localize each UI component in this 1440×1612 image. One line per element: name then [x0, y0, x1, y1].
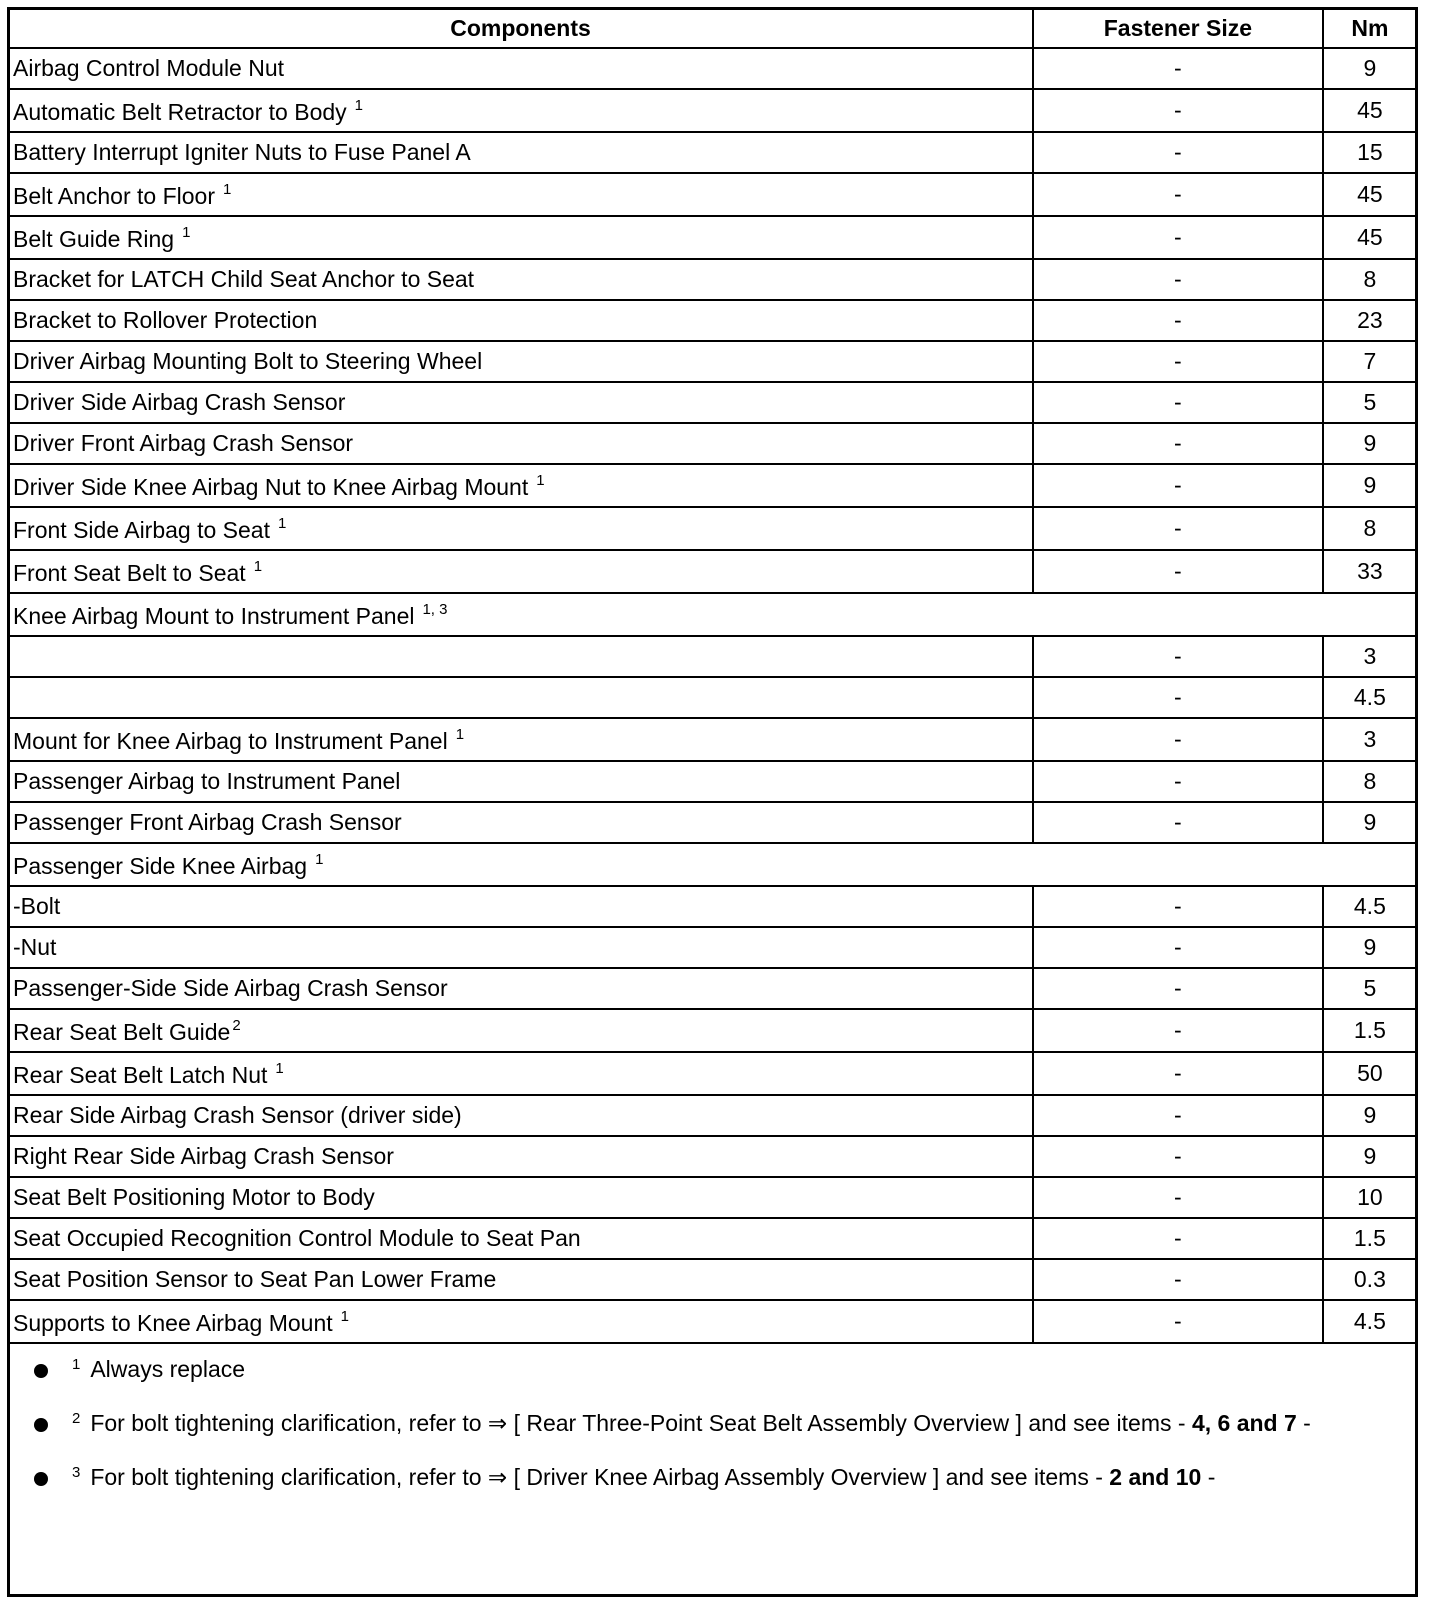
component-name: Passenger-Side Side Airbag Crash Sensor: [13, 975, 448, 1001]
table-row: [8, 48, 1417, 89]
footnote-tail: -: [1296, 1410, 1311, 1436]
torque-nm-cell: 9: [1323, 927, 1417, 968]
component-cell: [8, 259, 1033, 300]
torque-nm-cell: 0.3: [1323, 1259, 1417, 1300]
footnote-reference: 1, 3: [422, 600, 448, 618]
component-cell: [8, 1218, 1033, 1259]
component-cell: [8, 1259, 1033, 1300]
torque-nm-cell: 3: [1323, 718, 1417, 761]
fastener-size-cell: -: [1033, 927, 1323, 968]
component-name: Front Side Airbag to Seat: [13, 516, 270, 543]
table-row: [8, 636, 1417, 677]
footnote-item: [34, 1464, 1415, 1518]
table-row: [8, 677, 1417, 718]
component-cell: [8, 802, 1033, 843]
component-name: Rear Seat Belt Latch Nut: [13, 1061, 268, 1088]
table-row: [8, 132, 1417, 173]
component-cell: [8, 382, 1033, 423]
component-name: Battery Interrupt Igniter Nuts to Fuse Panel A: [13, 139, 471, 165]
torque-spec-sheet: [7, 7, 1418, 1597]
torque-nm-cell: 50: [1323, 1052, 1417, 1095]
component-cell: [8, 423, 1033, 464]
component-cell: [8, 464, 1033, 507]
footnote-body: Always replace: [90, 1356, 246, 1382]
fastener-size-cell: -: [1033, 1136, 1323, 1177]
component-name: Mount for Knee Airbag to Instrument Panel: [13, 727, 448, 754]
footnote-reference: 1: [340, 1307, 349, 1325]
component-name: Rear Seat Belt Guide: [13, 1018, 231, 1045]
component-cell: [8, 550, 1033, 593]
bullet-icon: [34, 1418, 48, 1432]
column-header-nm: Nm: [1323, 8, 1417, 48]
torque-nm-cell: 33: [1323, 550, 1417, 593]
component-cell: [8, 1136, 1033, 1177]
component-name: Passenger Front Airbag Crash Sensor: [13, 809, 402, 835]
component-cell: [8, 132, 1033, 173]
fastener-size-cell: -: [1033, 1177, 1323, 1218]
fastener-size-cell: -: [1033, 968, 1323, 1009]
footnote-body: For bolt tightening clarification, refer to ⇒ [ Driver Knee Airbag Assembly Overview ] and see items -: [90, 1464, 1110, 1490]
footnote-item: [34, 1356, 1415, 1410]
component-name: Passenger Side Knee Airbag: [13, 852, 308, 879]
fastener-size-cell: -: [1033, 1300, 1323, 1343]
footnote-reference: 1: [278, 514, 287, 532]
footnote-items: 2 and 10: [1109, 1464, 1202, 1490]
table-row: [8, 802, 1417, 843]
fastener-size-cell: -: [1033, 259, 1323, 300]
table-row: [8, 464, 1417, 507]
component-name: Seat Occupied Recognition Control Module to Seat Pan: [13, 1225, 581, 1251]
table-row: [8, 927, 1417, 968]
fastener-size-cell: -: [1033, 464, 1323, 507]
torque-nm-cell: 10: [1323, 1177, 1417, 1218]
bullet-icon: [34, 1472, 48, 1486]
component-name: Driver Airbag Mounting Bolt to Steering Wheel: [13, 348, 483, 374]
torque-nm-cell: 9: [1323, 802, 1417, 843]
component-name: Airbag Control Module Nut: [13, 55, 285, 81]
torque-nm-cell: 9: [1323, 423, 1417, 464]
torque-nm-cell: 3: [1323, 636, 1417, 677]
table-row: [8, 423, 1417, 464]
table-row: [8, 1052, 1417, 1095]
table-row: [8, 550, 1417, 593]
table-row: [8, 341, 1417, 382]
table-row: [8, 300, 1417, 341]
footnote-reference: 1: [315, 850, 324, 868]
table-row: [8, 173, 1417, 216]
component-cell: [8, 886, 1033, 927]
footnote-reference: 2: [232, 1016, 241, 1034]
torque-nm-cell: 8: [1323, 259, 1417, 300]
torque-nm-cell: 4.5: [1323, 1300, 1417, 1343]
table-row: [8, 216, 1417, 259]
component-cell: [8, 593, 1417, 636]
table-row: [8, 1009, 1417, 1052]
component-cell: [8, 48, 1033, 89]
table-row: [8, 761, 1417, 802]
torque-nm-cell: 8: [1323, 507, 1417, 550]
component-name: -Nut: [13, 934, 57, 960]
fastener-size-cell: -: [1033, 423, 1323, 464]
component-cell: [8, 1009, 1033, 1052]
component-name: -Bolt: [13, 893, 61, 919]
table-row: [8, 968, 1417, 1009]
fastener-size-cell: -: [1033, 1095, 1323, 1136]
footnote-number: 1: [72, 1356, 81, 1373]
component-cell: [8, 636, 1033, 677]
footnote-text: [72, 1410, 1311, 1437]
table-row: [8, 259, 1417, 300]
footnote-reference: 1: [182, 223, 191, 241]
footnote-items: 4, 6 and 7: [1191, 1410, 1297, 1436]
component-name: Driver Front Airbag Crash Sensor: [13, 430, 354, 456]
torque-table: [7, 7, 1418, 1344]
footnotes: [10, 1344, 1415, 1518]
footnote-item: [34, 1410, 1415, 1464]
component-name: Passenger Airbag to Instrument Panel: [13, 768, 401, 794]
fastener-size-cell: -: [1033, 173, 1323, 216]
bullet-icon: [34, 1364, 48, 1378]
fastener-size-cell: -: [1033, 1052, 1323, 1095]
torque-nm-cell: 7: [1323, 341, 1417, 382]
fastener-size-cell: -: [1033, 886, 1323, 927]
component-cell: [8, 1095, 1033, 1136]
torque-nm-cell: 9: [1323, 48, 1417, 89]
fastener-size-cell: -: [1033, 761, 1323, 802]
component-name: Bracket for LATCH Child Seat Anchor to Seat: [13, 266, 475, 292]
fastener-size-cell: -: [1033, 89, 1323, 132]
component-name: Seat Belt Positioning Motor to Body: [13, 1184, 375, 1210]
fastener-size-cell: -: [1033, 1259, 1323, 1300]
torque-nm-cell: 1.5: [1323, 1218, 1417, 1259]
component-name: Supports to Knee Airbag Mount: [13, 1309, 333, 1336]
component-name: Belt Guide Ring: [13, 225, 175, 252]
component-name: Right Rear Side Airbag Crash Sensor: [13, 1143, 394, 1169]
torque-nm-cell: 45: [1323, 89, 1417, 132]
torque-nm-cell: 4.5: [1323, 886, 1417, 927]
fastener-size-cell: -: [1033, 300, 1323, 341]
component-cell: [8, 300, 1033, 341]
footnote-reference: 1: [223, 180, 232, 198]
table-row: [8, 1177, 1417, 1218]
footnote-text: [72, 1356, 245, 1383]
component-name: Knee Airbag Mount to Instrument Panel: [13, 602, 415, 629]
column-header-components: Components: [8, 8, 1033, 48]
footnote-tail: -: [1201, 1464, 1216, 1490]
table-row: [8, 89, 1417, 132]
component-cell: [8, 89, 1033, 132]
footnote-reference: 1: [253, 557, 263, 575]
footnote-text: [72, 1464, 1215, 1491]
footnote-number: 3: [72, 1464, 81, 1481]
fastener-size-cell: -: [1033, 718, 1323, 761]
torque-nm-cell: 5: [1323, 382, 1417, 423]
table-row: [8, 382, 1417, 423]
component-cell: [8, 507, 1033, 550]
component-name: Driver Side Airbag Crash Sensor: [13, 389, 346, 415]
torque-nm-cell: 5: [1323, 968, 1417, 1009]
footnote-reference: 1: [455, 725, 465, 743]
table-row: [8, 1300, 1417, 1343]
footnote-number: 2: [72, 1410, 81, 1427]
component-cell: [8, 927, 1033, 968]
footnote-body: For bolt tightening clarification, refer to ⇒ [ Rear Three-Point Seat Belt Assembly Overview ] and see items -: [90, 1410, 1192, 1436]
component-cell: [8, 761, 1033, 802]
fastener-size-cell: -: [1033, 132, 1323, 173]
fastener-size-cell: -: [1033, 636, 1323, 677]
fastener-size-cell: -: [1033, 48, 1323, 89]
footnote-reference: 1: [354, 96, 363, 114]
torque-nm-cell: 9: [1323, 464, 1417, 507]
component-cell: [8, 1177, 1033, 1218]
fastener-size-cell: -: [1033, 216, 1323, 259]
fastener-size-cell: -: [1033, 382, 1323, 423]
fastener-size-cell: -: [1033, 507, 1323, 550]
component-cell: [8, 718, 1033, 761]
table-row: [8, 843, 1417, 886]
component-cell: [8, 1300, 1033, 1343]
component-cell: [8, 677, 1033, 718]
component-cell: [8, 173, 1033, 216]
fastener-size-cell: -: [1033, 1009, 1323, 1052]
fastener-size-cell: -: [1033, 1218, 1323, 1259]
component-cell: [8, 843, 1417, 886]
table-row: [8, 507, 1417, 550]
component-cell: [8, 216, 1033, 259]
column-header-fastener-size: Fastener Size: [1033, 8, 1323, 48]
table-row: [8, 1218, 1417, 1259]
component-name: Seat Position Sensor to Seat Pan Lower Frame: [13, 1266, 497, 1292]
component-name: Bracket to Rollover Protection: [13, 307, 318, 333]
footnote-reference: 1: [275, 1059, 284, 1077]
torque-nm-cell: 45: [1323, 216, 1417, 259]
torque-nm-cell: 9: [1323, 1136, 1417, 1177]
fastener-size-cell: -: [1033, 550, 1323, 593]
torque-nm-cell: 9: [1323, 1095, 1417, 1136]
table-row: [8, 718, 1417, 761]
component-name: Automatic Belt Retractor to Body: [13, 98, 347, 125]
table-header-row: [8, 8, 1417, 48]
table-row: [8, 1136, 1417, 1177]
table-row: [8, 1095, 1417, 1136]
fastener-size-cell: -: [1033, 341, 1323, 382]
torque-nm-cell: 23: [1323, 300, 1417, 341]
torque-nm-cell: 45: [1323, 173, 1417, 216]
torque-nm-cell: 15: [1323, 132, 1417, 173]
footnote-reference: 1: [536, 471, 545, 489]
component-name: Driver Side Knee Airbag Nut to Knee Airbag Mount: [13, 473, 529, 500]
component-cell: [8, 1052, 1033, 1095]
component-name: Belt Anchor to Floor: [13, 182, 215, 209]
torque-nm-cell: 8: [1323, 761, 1417, 802]
component-name: Front Seat Belt to Seat: [13, 559, 246, 586]
fastener-size-cell: -: [1033, 802, 1323, 843]
table-row: [8, 886, 1417, 927]
fastener-size-cell: -: [1033, 677, 1323, 718]
component-cell: [8, 968, 1033, 1009]
torque-nm-cell: 4.5: [1323, 677, 1417, 718]
table-row: [8, 1259, 1417, 1300]
torque-nm-cell: 1.5: [1323, 1009, 1417, 1052]
component-name: Rear Side Airbag Crash Sensor (driver side): [13, 1102, 462, 1128]
table-row: [8, 593, 1417, 636]
component-cell: [8, 341, 1033, 382]
